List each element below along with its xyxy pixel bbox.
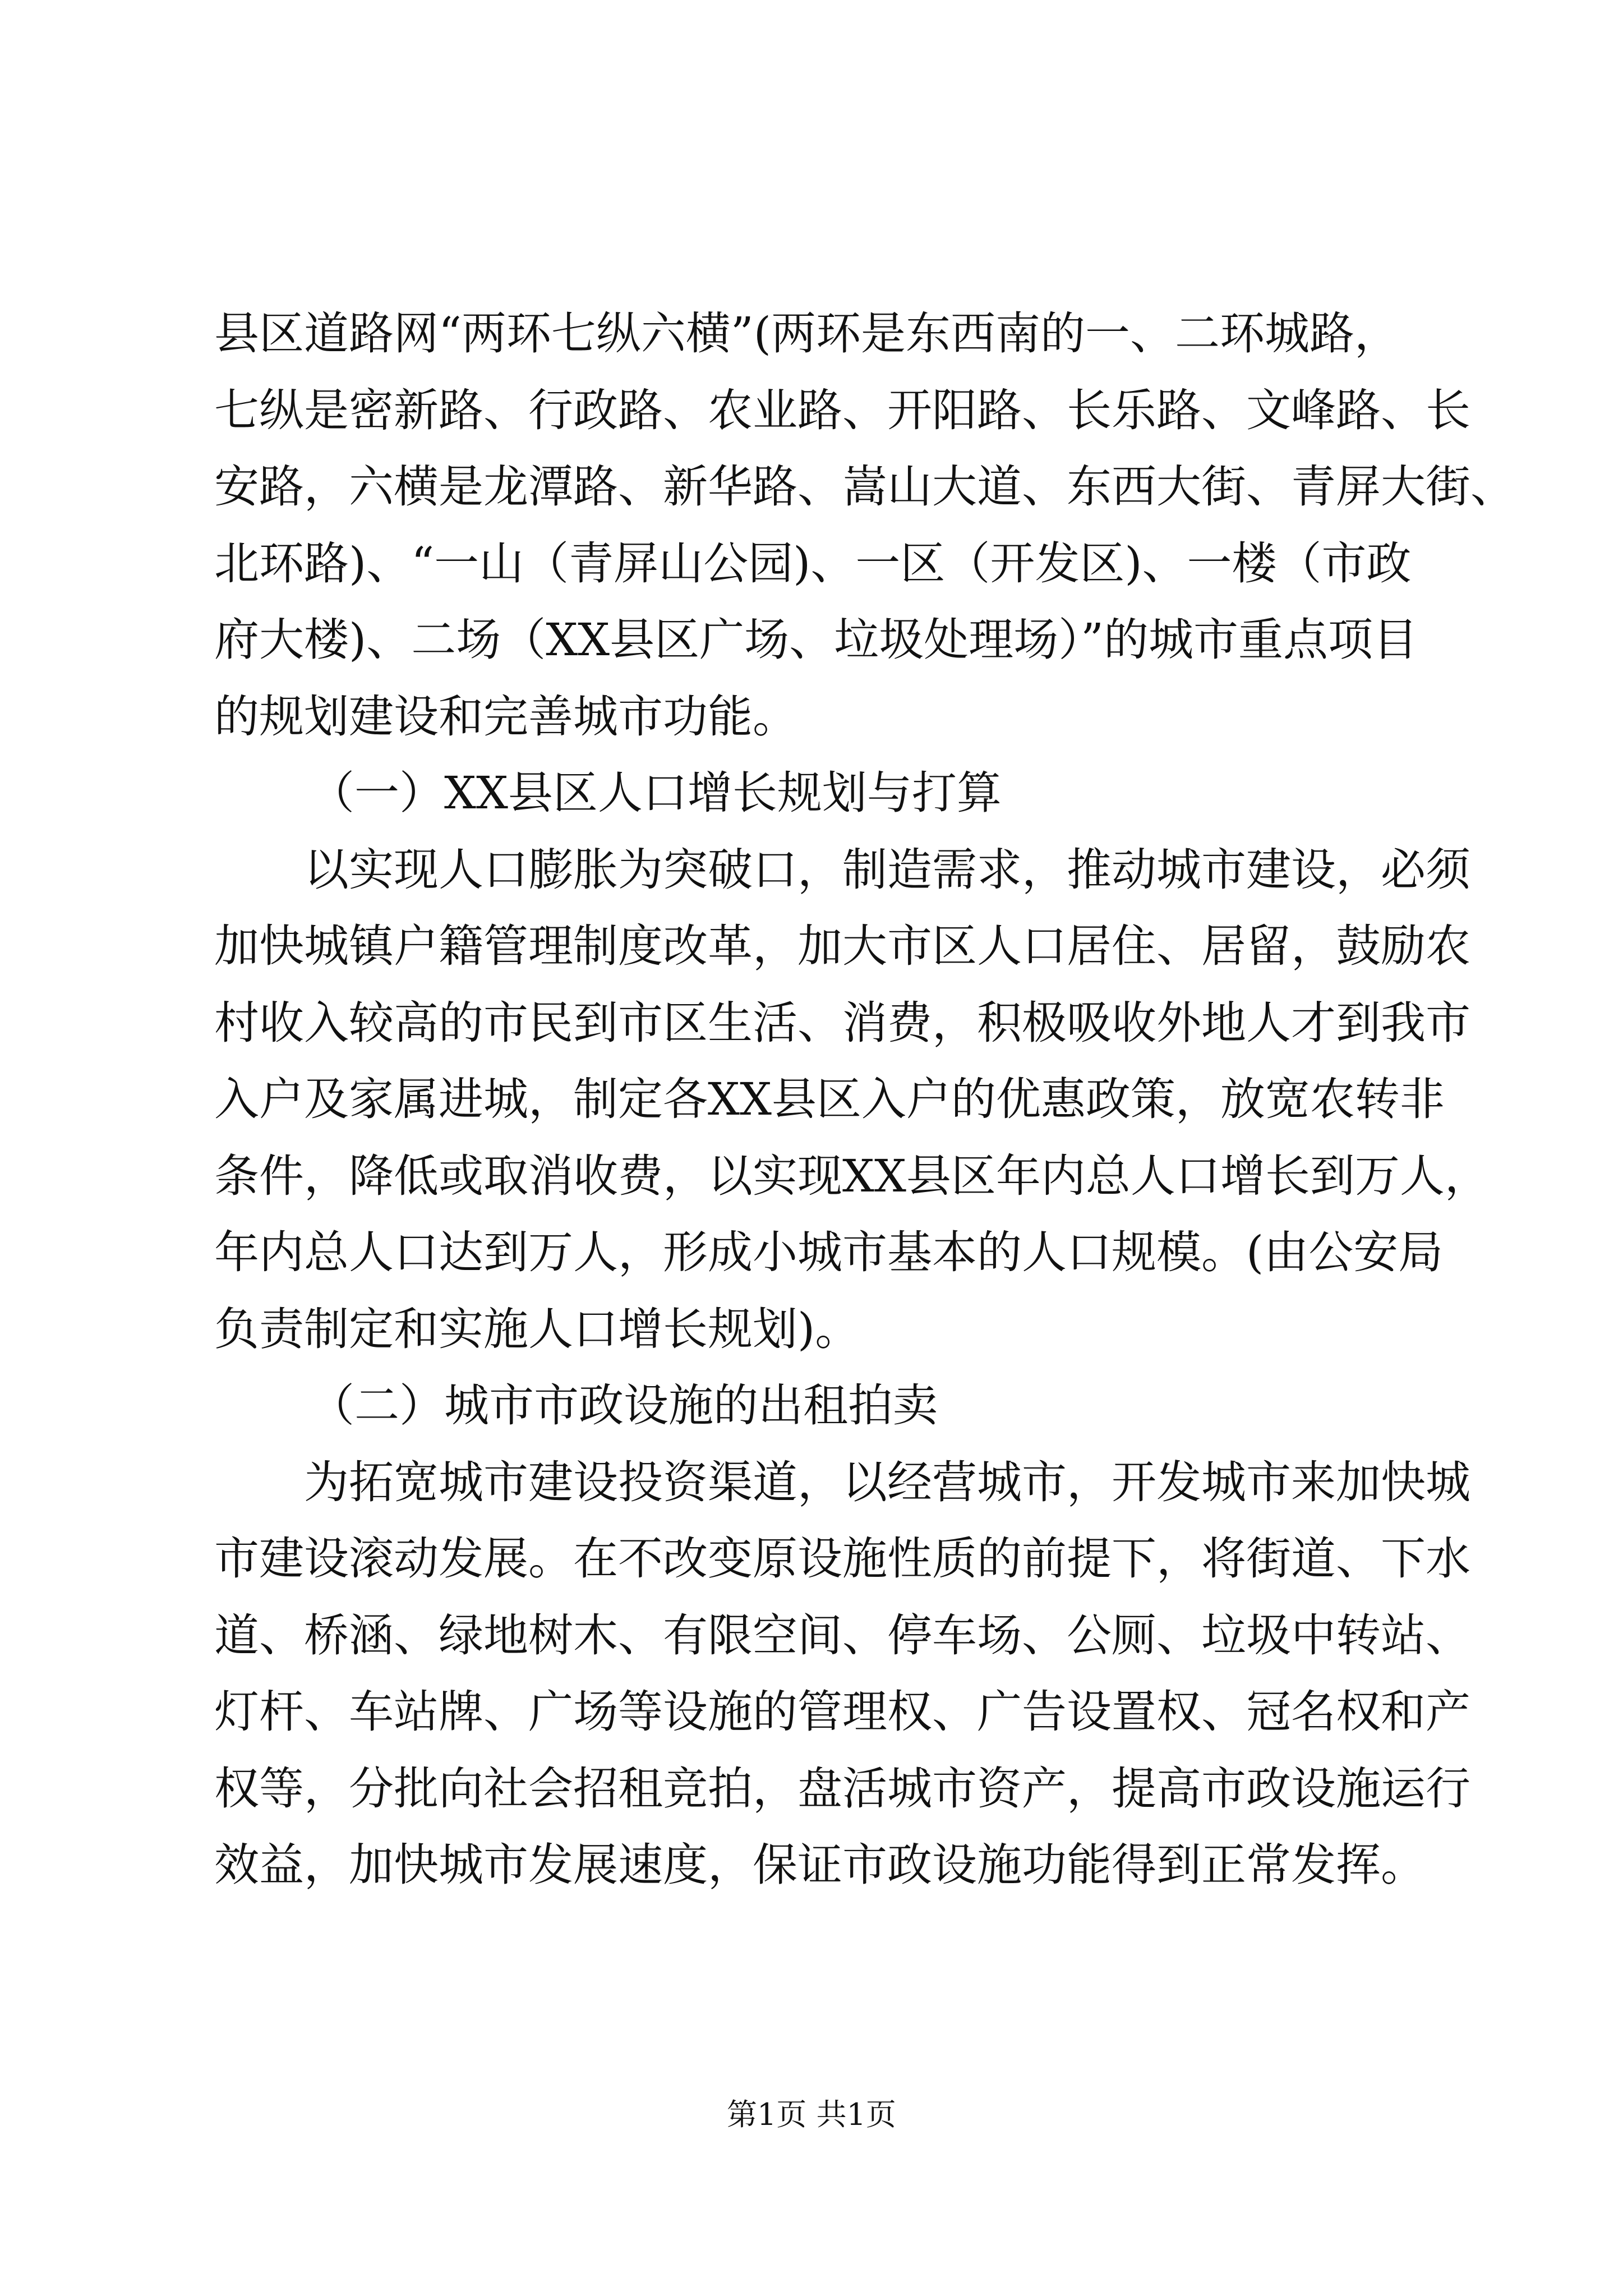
body-line: 府大楼)、二场（XX县区广场、垃圾处理场）”的城市重点项目 [214, 614, 1418, 666]
body-line: 七纵是密新路、行政路、农业路、开阳路、长乐路、文峰路、长 [214, 384, 1470, 436]
section-heading: （二）城市市政设施的出租拍卖 [310, 1379, 938, 1432]
body-line: 权等，分批向社会招租竞拍，盘活城市资产，提高市政设施运行 [214, 1763, 1470, 1815]
body-line: 市建设滚动发展。在不改变原设施性质的前提下，将街道、下水 [214, 1533, 1470, 1585]
page-number: 第1页 共1页 [727, 2097, 896, 2132]
body-line: 村收入较高的市民到市区生活、消费，积极吸收外地人才到我市 [214, 997, 1470, 1049]
body-line: 北环路)、“一山（青屏山公园)、一区（开发区)、一楼（市政 [214, 537, 1412, 590]
body-line: 道、桥涵、绿地树木、有限空间、停车场、公厕、垃圾中转站、 [214, 1609, 1470, 1662]
body-line: 条件，降低或取消收费，以实现XX县区年内总人口增长到万人， [214, 1150, 1490, 1202]
body-line: 灯杆、车站牌、广场等设施的管理权、广告设置权、冠名权和产 [214, 1686, 1470, 1738]
body-line: 效益，加快城市发展速度，保证市政设施功能得到正常发挥。 [214, 1839, 1426, 1891]
body-line: 加快城镇户籍管理制度改革，加大市区人口居住、居留，鼓励农 [214, 920, 1470, 972]
page-footer [0, 2095, 1623, 2134]
section-heading: （一）XX县区人口增长规划与打算 [310, 767, 1002, 819]
body-line: 为拓宽城市建设投资渠道，以经营城市，开发城市来加快城 [304, 1456, 1470, 1508]
body-line: 负责制定和实施人口增长规划)。 [214, 1303, 860, 1355]
body-line: 安路，六横是龙潭路、新华路、嵩山大道、东西大街、青屏大街、 [214, 461, 1515, 513]
body-line: 年内总人口达到万人，形成小城市基本的人口规模。(由公安局 [214, 1226, 1444, 1278]
body-line: 县区道路网“两环七纵六横”(两环是东西南的一、二环城路， [214, 307, 1400, 360]
body-line: 入户及家属进城，制定各XX县区入户的优惠政策，放宽农转非 [214, 1073, 1445, 1125]
body-line: 以实现人口膨胀为突破口，制造需求，推动城市建设，必须 [304, 844, 1470, 896]
body-line: 的规划建设和完善城市功能。 [214, 691, 797, 743]
